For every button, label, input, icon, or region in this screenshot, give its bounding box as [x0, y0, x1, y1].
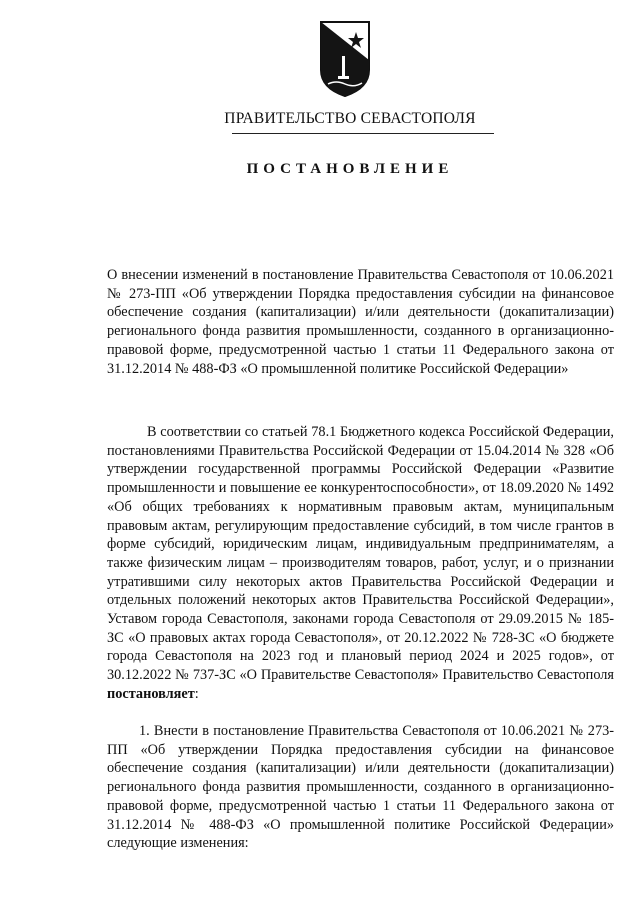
header-divider: [232, 133, 494, 134]
document-title: О внесении изменений в постановление Правительства Севастополя от 10.06.2021 № 273-ПП «Об утверждении Порядка предоставления субсидии на финансовое обеспечение создания (капитализации) и/или деятельности (докапитализации) регионального фонда развития промышленности, созданного в организационно-правовой форме, предусмотренной частью 1 статьи 11 Федерального закона от 31.12.2014 № 488-ФЗ «О промышленной политике Российской Федерации»: [107, 267, 614, 377]
item-1-paragraph: 1. Внести в постановление Правительства Севастополя от 10.06.2021 № 273-ПП «Об утверждении Порядка предоставления субсидии на финансовое обеспечение создания (капитализации) и/или деятельности (докапитализации) регионального фонда развития промышленности, созданного в организационно-правовой форме, предусмотренной частью 1 статьи 11 Федерального закона от 31.12.2014 № 488-ФЗ «О промышленной политике Российской Федерации» следующие изменения:: [107, 723, 614, 852]
sevastopol-coat-of-arms-icon: [318, 20, 372, 98]
document-type: ПОСТАНОВЛЕНИЕ: [246, 161, 454, 177]
resolution-verb: постановляет: [107, 685, 195, 702]
legal-basis-paragraph: [107, 423, 614, 704]
legal-basis-text: В соответствии со статьей 78.1 Бюджетного кодекса Российской Федерации, постановлениями Правительства Российской Федерации от 15.04.2014 № 328 «Об утверждении государственной программы Российской Федерации «Развитие промышленности и повышение ее конкурентоспособности», от 18.09.2020 № 1492 «Об общих требованиях к нормативным правовым актам, муниципальным правовым актам, регулирующим предоставление субсидий, в том числе грантов в форме субсидий, юридическим лицам, индивидуальным предпринимателям, а также физическим лицам – производителям товаров, работ, услуг, и о признании утратившими силу некоторых актов Правительства Российской Федерации и отдельных положений некоторых актов Правительства Российской Федерации», Уставом города Севастополя, законами города Севастополя от 29.09.2015 № 185-ЗС «О правовых актах города Севастополя», от 20.12.2022 № 728-ЗС «О бюджете города Севастополя на 2023 год и плановый период 2024 и 2025 годов», от 30.12.2022 № 737-ЗС «О Правительстве Севастополя» Правительство Севастополя: [107, 424, 614, 684]
legal-basis-end: :: [194, 685, 199, 702]
government-name: ПРАВИТЕЛЬСТВО СЕВАСТОПОЛЯ: [224, 110, 476, 127]
